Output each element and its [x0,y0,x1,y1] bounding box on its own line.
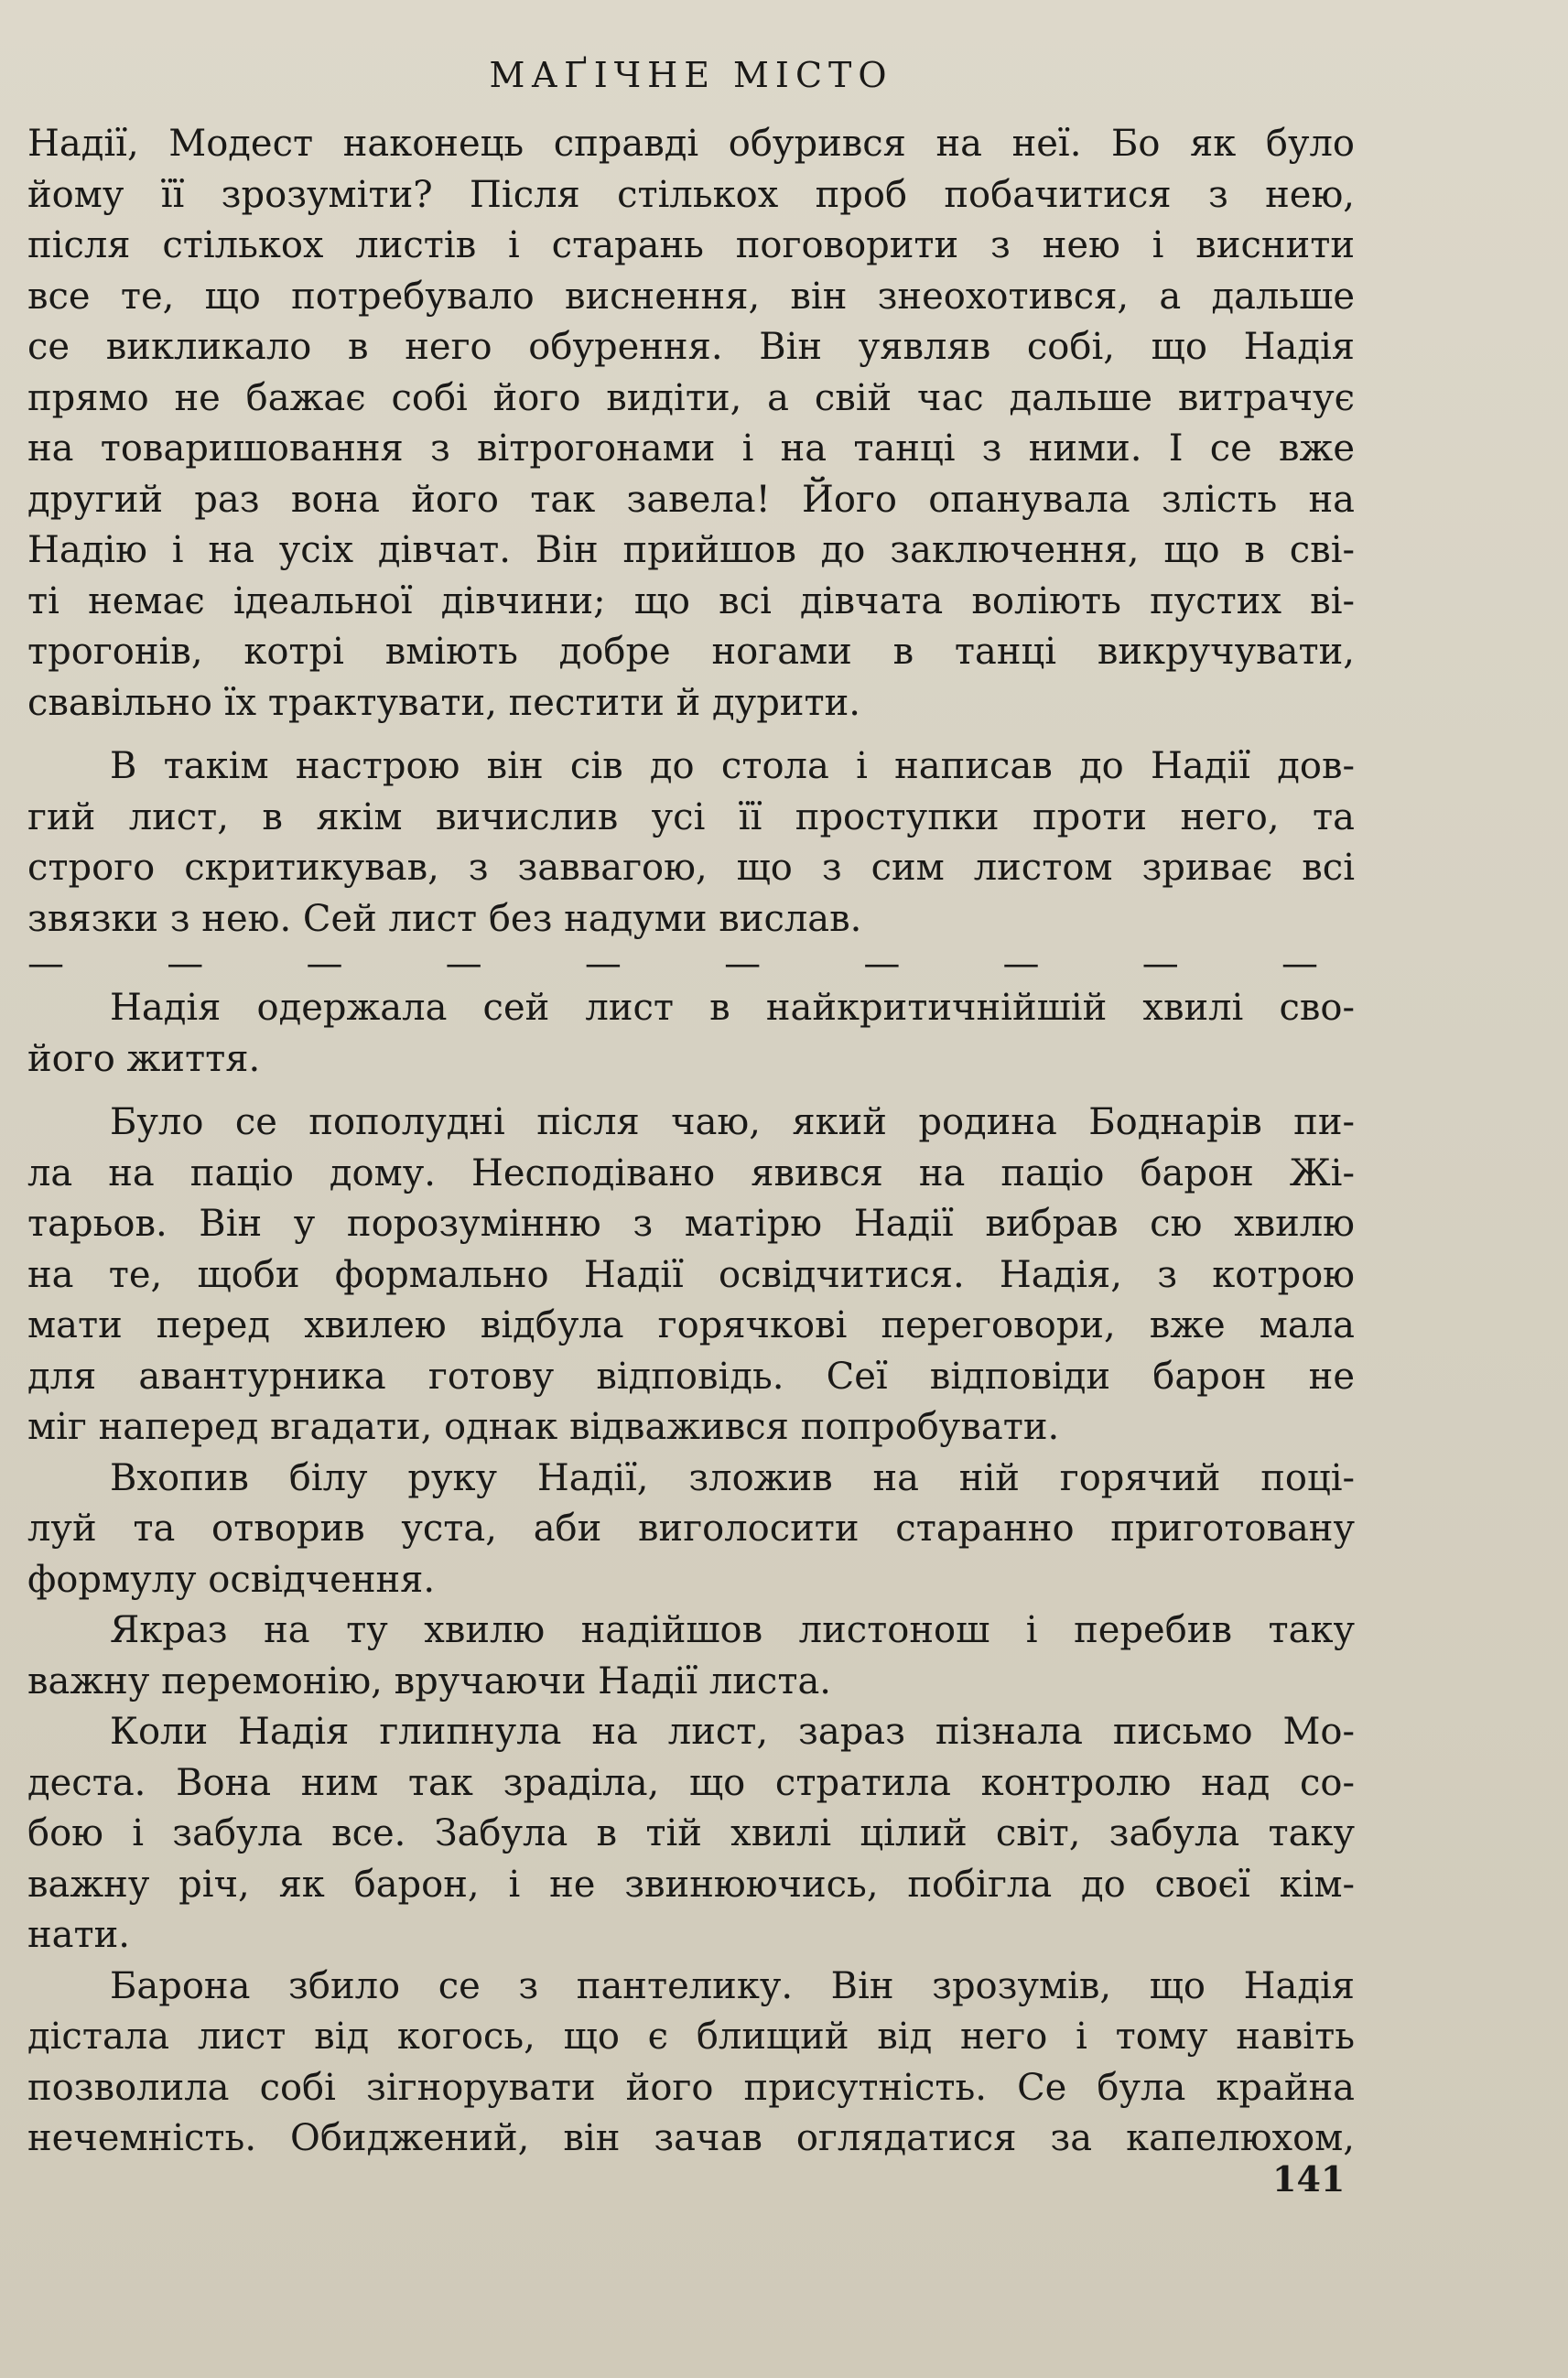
text-line: тарьов. Він у порозумінню з матірю Надії вибрав сю хвилю [27,1203,1355,1245]
text-line: Барона збило се з пантелику. Він зрозумів, що Надія [110,1964,1355,2007]
text-line: позволила собі зігнорувати його присутність. Се була крайна [27,2066,1355,2109]
text-line: свавільно їх трактувати, пестити й дурити. [27,681,860,724]
separator-dash: — [306,943,343,985]
separator-dash: — [27,943,64,985]
text-line: дістала лист від когось, що є блищий від него і тому навіть [27,2016,1355,2058]
text-line: се викликало в него обурення. Він уявляв собі, що Надія [27,326,1355,368]
paragraph-4 [27,1097,1355,1454]
text-line: Надія одержала сей лист в найкритичнійшій хвилі сво- [110,987,1355,1029]
text-line: В такім настрою він сів до стола і написав до Надії дов- [110,745,1355,787]
text-line: на те, щоби формально Надії освідчитися. Надія, з котрою [27,1253,1355,1296]
text-line: луй та отворив уста, аби виголосити старанно приготовану [27,1508,1355,1550]
separator-dash: — [863,943,901,985]
text-line: Надію і на усіх дівчат. Він прийшов до заключення, що в сві- [27,529,1355,571]
separator-dash: — [724,943,762,985]
separator-dash: — [167,943,204,985]
page-text [27,37,1355,2165]
text-line: нати. [27,1914,131,1956]
text-line: нечемність. Обиджений, він зачав оглядатися за капелюхом, [27,2117,1355,2159]
text-line: Було се пополудні після чаю, який родина Боднарів пи- [110,1101,1355,1143]
paragraph-5 [27,1454,1355,1606]
paragraph-1 [27,119,1355,729]
paragraph-6 [27,1605,1355,1707]
separator-dash: — [1002,943,1040,985]
separator-dash: — [1281,943,1318,985]
text-line: ті немає ідеальної дівчини; що всі дівчата воліють пустих ві- [27,579,1355,622]
page-number: 141 [1272,2158,1346,2200]
text-line: після стількох листів і старань поговорити з нею і виснити [27,224,1355,266]
paragraph-3 [27,983,1355,1085]
text-line: звязки з нею. Сей лист без надуми вислав. [27,897,862,940]
text-line: бою і забула все. Забула в тій хвилі цілий світ, забула таку [27,1812,1355,1854]
text-line: другий раз вона його так завела! Його опанувала злість на [27,478,1355,521]
text-line: для авантурника готову відповідь. Сеї відповіди барон не [27,1355,1355,1398]
text-line: міг наперед вгадати, однак відважився попробувати. [27,1406,1060,1448]
separator-dash: — [445,943,482,985]
text-line: Надії, Модест наконець справді обурився на неї. Бо як було [27,123,1355,165]
text-line: йому її зрозуміти? Після стількох проб побачитися з нею, [27,173,1355,216]
paragraph-2 [27,741,1355,945]
text-line: все те, що потребувало виснення, він знеохотився, а дальше [27,275,1355,318]
paragraph-8 [27,1962,1355,2165]
text-line: гий лист, в якім вичислив усі її проступки проти него, та [27,795,1355,838]
text-line: мати перед хвилею відбула горячкові переговори, вже мала [27,1304,1355,1346]
text-line: Вхопив білу руку Надії, зложив на ній горячий поці- [110,1456,1355,1499]
text-line: важну річ, як барон, і не звинюючись, побігла до своєї кім- [27,1863,1355,1906]
text-line: деста. Вона ним так зраділа, що стратила контролю над со- [27,1761,1355,1804]
text-line: ла на паціо дому. Несподівано явився на паціо барон Жі- [27,1151,1355,1194]
text-line: Якраз на ту хвилю надійшов листонош і перебив таку [110,1609,1355,1651]
text-line: формулу освідчення. [27,1558,436,1601]
running-head: МАҐІЧНЕ МІСТО [489,55,893,95]
section-separator [27,945,1318,983]
text-line: важну перемонію, вручаючи Надії листа. [27,1659,832,1702]
text-line: трогонів, котрі вміють добре ногами в танці викручувати, [27,631,1355,673]
separator-dash: — [584,943,622,985]
text-line: прямо не бажає собі його видіти, а свій час дальше витрачує [27,376,1355,419]
text-line: Коли Надія глипнула на лист, зараз пізнала письмо Мо- [110,1711,1355,1753]
text-line: на товаришовання з вітрогонами і на танці з ними. І се вже [27,427,1355,470]
text-line: строго скритикував, з заввагою, що з сим листом зриває всі [27,847,1355,889]
paragraph-7 [27,1707,1355,1962]
separator-dash: — [1141,943,1179,985]
text-line: його життя. [27,1037,261,1080]
